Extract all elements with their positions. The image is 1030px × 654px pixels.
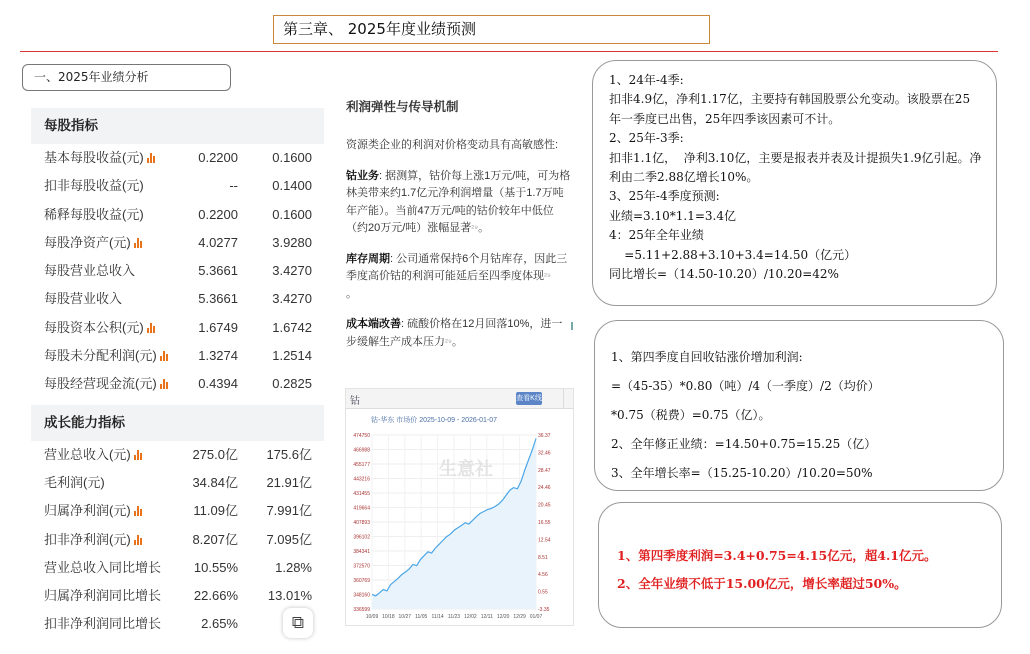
row-label: 营业总收入同比增长 <box>44 559 162 575</box>
box-line: 3、25年-4季度预测: <box>609 189 720 204</box>
cobalt-price-chart <box>345 388 574 626</box>
value-current: 8.207亿 <box>192 531 238 547</box>
table-row <box>31 314 324 342</box>
y-right-tick-label: 0.55 <box>538 589 548 596</box>
cobalt-paragraph: 钴业务: 据测算，钴价每上涨1万元/吨，可为格林美带来约1.7亿元净利润增量（基于1.7万吨年产能）。当前47万元/吨的钴价较年中低位（约20万元/吨）涨幅显著²⁹。 <box>346 169 571 234</box>
value-previous: 0.1600 <box>272 206 312 222</box>
chart-commodity-name: 钴 <box>350 396 360 407</box>
value-previous: 0.1600 <box>272 150 312 165</box>
value-current: 1.6749 <box>198 319 238 335</box>
title-divider <box>20 51 998 52</box>
value-previous: 175.6亿 <box>266 446 312 462</box>
table-row <box>31 201 324 229</box>
y-right-tick-label: 16.55 <box>538 520 551 526</box>
value-previous: 13.01% <box>267 588 312 604</box>
cost-paragraph: 成本端改善: 硫酸价格在12月回落10%，进一步缓解生产成本压力²⁹。 <box>346 318 563 348</box>
x-tick-label: 10/09 <box>365 614 379 620</box>
value-current: 10.55% <box>193 559 238 575</box>
bar-chart-icon[interactable] <box>134 506 143 516</box>
y-left-tick-label: 360769 <box>353 578 370 584</box>
table-row <box>31 144 324 172</box>
x-tick-label: 11/14 <box>431 614 444 620</box>
y-left-tick-label: 384341 <box>353 549 370 555</box>
row-label: 每股资本公积(元) <box>44 314 156 342</box>
copy-icon[interactable]: ⧉ <box>283 608 313 638</box>
table-row <box>31 441 324 469</box>
table-row <box>31 554 324 582</box>
y-left-tick-label: 455177 <box>353 462 370 468</box>
y-right-tick-label: 32.46 <box>538 450 551 457</box>
table-row <box>31 526 324 554</box>
box-line: 1、第四季度利润=3.4+0.75=4.15亿元，超4.1亿元。 <box>617 548 937 563</box>
chart-plot <box>346 389 575 627</box>
value-current: 4.0277 <box>198 234 238 250</box>
y-right-tick-label: 8.51 <box>538 554 548 561</box>
chart-subtitle: 钴-华东 市场价 2025-10-09 - 2026-01-07 <box>371 417 498 424</box>
box-line: 扣非4.9亿，净利1.17亿，主要持有韩国股票公允变动。该股票在25年一季度已出售，25年四季该因素可不计。 <box>609 92 971 126</box>
row-label: 每股净资产(元) <box>44 229 143 257</box>
y-left-tick-label: 407893 <box>353 520 370 526</box>
row-label: 每股营业总收入 <box>44 263 136 279</box>
box-line: 同比增长=（14.50-10.20）/10.20=42% <box>609 267 839 282</box>
x-tick-label: 11/05 <box>415 614 428 620</box>
box-line: =5.11+2.88+3.10+3.4=14.50（亿元） <box>609 247 857 262</box>
inventory-paragraph: 库存周期: 公司通常保持6个月钴库存，因此三季度高价钴的利润可能延后至四季度体现²⁹ 。 <box>346 252 568 300</box>
row-label: 每股营业收入 <box>44 291 123 307</box>
value-previous: 3.4270 <box>272 263 312 279</box>
row-label: 基本每股收益(元) <box>44 144 156 172</box>
conclusion-box <box>598 502 1002 628</box>
box-line: 2、全年业绩不低于15.00亿元，增长率超过50%。 <box>617 576 907 591</box>
bar-chart-icon[interactable] <box>134 450 143 460</box>
y-left-tick-label: 443216 <box>353 476 370 483</box>
profit-elasticity-section <box>346 97 572 364</box>
section-subheading: 利润弹性与传导机制 <box>346 100 459 114</box>
group-header-growth: 成长能力指标 <box>31 405 324 441</box>
bar-chart-icon[interactable] <box>147 153 156 163</box>
cobalt-recycling-box <box>594 320 1004 491</box>
section-heading: 一、2025年业绩分析 <box>22 64 231 91</box>
financial-indicator-table <box>31 108 324 639</box>
box-line: 2、全年修正业绩：=14.50+0.75=15.25（亿） <box>611 436 877 451</box>
row-label: 每股经营现金流(元) <box>44 370 169 398</box>
box-line: 2、25年-3季: <box>609 131 684 146</box>
value-previous: 7.095亿 <box>266 531 312 547</box>
table-row <box>31 610 324 638</box>
value-previous: 1.28% <box>275 559 312 575</box>
growth-rows <box>31 441 324 639</box>
value-current: 1.3274 <box>198 348 238 364</box>
value-previous: 3.4270 <box>272 291 312 307</box>
table-row <box>31 582 324 610</box>
value-previous: 0.1400 <box>272 178 312 194</box>
value-previous: 1.6742 <box>272 319 312 335</box>
y-left-tick-label: 336599 <box>353 607 370 613</box>
table-row <box>31 370 324 398</box>
chart-watermark: 生意社 <box>439 459 493 480</box>
table-row <box>31 172 324 200</box>
y-left-tick-label: 348160 <box>353 592 370 599</box>
q4-forecast-box <box>592 60 997 306</box>
row-label: 扣非净利润同比增长 <box>44 616 162 632</box>
value-previous: 0.2825 <box>272 376 312 392</box>
view-kline-button[interactable]: 查看K线 <box>516 392 542 405</box>
box-line: 4：25年全年业绩 <box>609 228 704 243</box>
x-tick-label: 12/02 <box>464 614 477 620</box>
value-current: 11.09亿 <box>193 503 238 519</box>
value-previous: 3.9280 <box>272 234 312 250</box>
y-left-tick-label: 372570 <box>353 563 370 570</box>
row-label: 稀释每股收益(元) <box>44 206 144 222</box>
y-right-tick-label: 28.47 <box>538 467 551 474</box>
box-line: 3、全年增长率=（15.25-10.20）/10.20=50% <box>611 465 873 480</box>
x-tick-label: 11/23 <box>447 614 461 620</box>
value-current: -- <box>229 178 238 194</box>
row-label: 营业总收入(元) <box>44 441 143 469</box>
table-row <box>31 229 324 257</box>
y-right-tick-label: 36.37 <box>538 433 551 439</box>
table-row <box>31 257 324 285</box>
value-previous: 1.2514 <box>272 348 312 364</box>
value-current: 5.3661 <box>198 263 238 279</box>
bar-chart-icon[interactable] <box>160 351 169 361</box>
y-left-tick-label: 466988 <box>353 447 370 454</box>
box-line: =（45-35）*0.80（吨）/4（一季度）/2（均价） <box>611 378 880 393</box>
y-left-tick-label: 431455 <box>353 491 370 497</box>
value-current: 2.65% <box>201 616 238 632</box>
x-tick-label: 12/11 <box>480 614 493 620</box>
value-current: 34.84亿 <box>192 474 238 490</box>
y-right-tick-label: -3.35 <box>538 607 550 613</box>
page-title: 第三章、 2025年度业绩预测 <box>273 15 710 44</box>
intro-text: 资源类企业的利润对价格变动具有高敏感性: <box>346 139 559 151</box>
value-current: 275.0亿 <box>192 446 238 462</box>
row-label: 每股未分配利润(元) <box>44 342 169 370</box>
row-label: 扣非净利润(元) <box>44 526 143 554</box>
y-left-tick-label: 396102 <box>353 534 370 541</box>
table-row <box>31 342 324 370</box>
value-current: 0.4394 <box>198 376 238 392</box>
x-tick-label: 01/07 <box>529 614 543 620</box>
value-previous: 7.991亿 <box>266 503 312 519</box>
y-left-tick-label: 419664 <box>353 505 370 512</box>
box-line: 扣非1.1亿， 净利3.10亿，主要是报表并表及计提损失1.9亿引起。净利由二季2.88亿增长10%。 <box>609 150 982 185</box>
row-label: 归属净利润(元) <box>44 497 143 525</box>
value-current: 0.2200 <box>198 206 238 222</box>
table-row <box>31 469 324 497</box>
x-tick-label: 10/18 <box>382 614 395 620</box>
value-current: 0.2200 <box>198 150 238 165</box>
box-line: 1、第四季度自回收钴涨价增加利润: <box>611 350 803 364</box>
scroll-indicator <box>571 322 573 330</box>
box-line: *0.75（税费）=0.75（亿）。 <box>611 407 771 422</box>
value-current: 22.66% <box>193 588 238 604</box>
row-label: 扣非每股收益(元) <box>44 178 144 194</box>
row-label: 毛利润(元) <box>44 474 105 490</box>
bar-chart-icon[interactable] <box>160 379 169 389</box>
table-row <box>31 497 324 525</box>
x-tick-label: 12/20 <box>496 614 510 620</box>
bar-chart-icon[interactable] <box>134 238 143 248</box>
value-previous: 21.91亿 <box>266 474 312 490</box>
x-tick-label: 10/27 <box>398 614 412 620</box>
row-label: 归属净利润同比增长 <box>44 588 162 604</box>
group-header-per-share: 每股指标 <box>31 108 324 144</box>
table-row <box>31 285 324 313</box>
y-right-tick-label: 12.54 <box>538 537 551 544</box>
y-right-tick-label: 24.46 <box>538 485 551 492</box>
value-current: 5.3661 <box>198 291 238 307</box>
box-line: 业绩=3.10*1.1=3.4亿 <box>609 208 736 223</box>
bar-chart-icon[interactable] <box>147 323 156 333</box>
y-left-tick-label: 474750 <box>353 433 370 439</box>
x-tick-label: 12/29 <box>513 614 526 620</box>
y-right-tick-label: 20.45 <box>538 502 551 509</box>
per-share-rows <box>31 144 324 399</box>
box-line: 1、24年-4季: <box>609 73 684 87</box>
y-right-tick-label: 4.56 <box>538 572 548 579</box>
bar-chart-icon[interactable] <box>134 535 143 545</box>
